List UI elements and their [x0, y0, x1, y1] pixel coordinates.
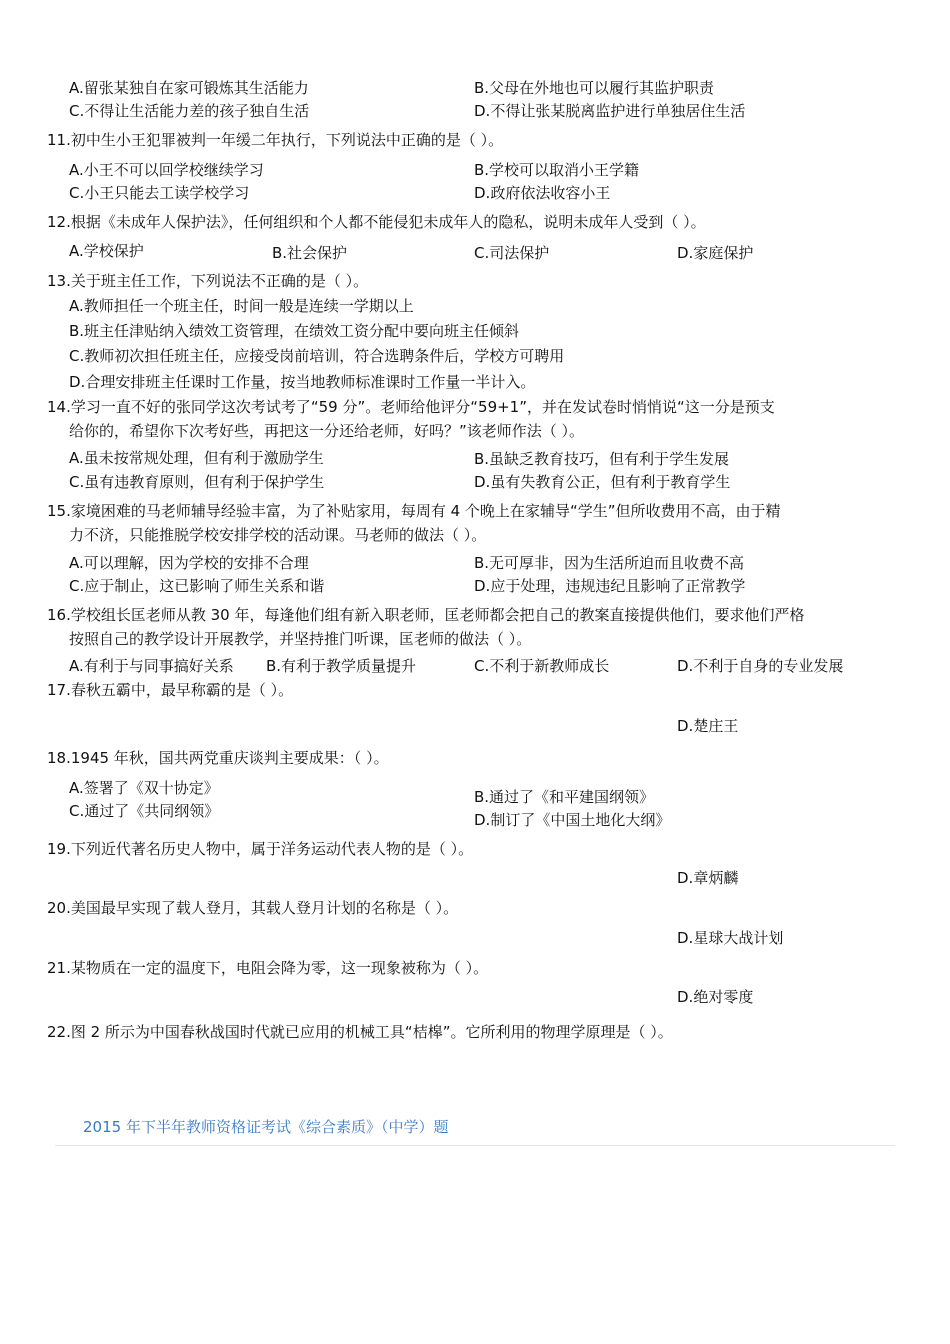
q18-option-a: A.签署了《双十协定》: [69, 779, 219, 797]
question-14-stem-line1: 14.学习一直不好的张同学这次考试考了“59 分”。老师给他评分“59+1”，并在发试卷时悄悄说“这一分是预支: [47, 398, 775, 416]
q14-option-b: B.虽缺乏教育技巧，但有利于学生发展: [474, 450, 730, 468]
q16-option-c: C.不利于新教师成长: [474, 657, 610, 675]
question-12-stem: 12.根据《未成年人保护法》，任何组织和个人都不能侵犯未成年人的隐私，说明未成年人受到（ ）。: [47, 213, 706, 231]
q14-option-a: A.虽未按常规处理，但有利于激励学生: [69, 449, 324, 467]
q14-option-d: D.虽有失教育公正，但有利于教育学生: [474, 473, 731, 491]
q12-option-c: C.司法保护: [474, 244, 550, 262]
question-22-stem: 22.图 2 所示为中国春秋战国时代就已应用的机械工具“桔槔”。它所利用的物理学原理是（ ）。: [47, 1023, 673, 1041]
q16-option-d: D.不利于自身的专业发展: [677, 657, 844, 675]
q15-option-a: A.可以理解，因为学校的安排不合理: [69, 554, 309, 572]
q14-option-c: C.虽有违教育原则，但有利于保护学生: [69, 473, 325, 491]
q15-option-b: B.无可厚非，因为生活所迫而且收费不高: [474, 554, 745, 572]
q15-option-c: C.应于制止，这已影响了师生关系和谐: [69, 577, 325, 595]
question-21-stem: 21.某物质在一定的温度下，电阻会降为零，这一现象被称为（ ）。: [47, 959, 489, 977]
option-b: B.父母在外地也可以履行其监护职责: [474, 79, 715, 97]
question-13-stem: 13.关于班主任工作，下列说法不正确的是（ ）。: [47, 272, 369, 290]
question-15-stem-line2: 力不济，只能推脱学校安排学校的活动课。马老师的做法（ ）。: [69, 526, 487, 544]
question-18-stem: 18.1945 年秋，国共两党重庆谈判主要成果：（ ）。: [47, 749, 389, 767]
q17-option-d: D.楚庄王: [677, 717, 739, 735]
q20-option-d: D.星球大战计划: [677, 929, 784, 947]
q19-option-d: D.章炳麟: [677, 869, 739, 887]
question-14-stem-line2: 给你的，希望你下次考好些，再把这一分还给老师，好吗？”该老师作法（ ）。: [69, 422, 585, 440]
q12-option-a: A.学校保护: [69, 242, 144, 260]
q18-option-b: B.通过了《和平建国纲领》: [474, 788, 655, 806]
question-15-stem-line1: 15.家境困难的马老师辅导经验丰富，为了补贴家用，每周有 4 个晚上在家辅导“学生”但所收费用不高，由于精: [47, 502, 781, 520]
q18-option-c: C.通过了《共同纲领》: [69, 802, 220, 820]
q13-option-a: A.教师担任一个班主任，时间一般是连续一学期以上: [69, 297, 414, 315]
q15-option-d: D.应于处理，违规违纪且影响了正常教学: [474, 577, 746, 595]
question-17-stem: 17.春秋五霸中，最早称霸的是（ ）。: [47, 681, 294, 699]
q11-option-d: D.政府依法收容小王: [474, 184, 611, 202]
footer-divider: [55, 1145, 895, 1146]
document-title-link[interactable]: 2015 年下半年教师资格证考试《综合素质》（中学）题: [83, 1118, 449, 1136]
q11-option-a: A.小王不可以回学校继续学习: [69, 161, 264, 179]
q12-option-d: D.家庭保护: [677, 244, 754, 262]
q11-option-b: B.学校可以取消小王学籍: [474, 161, 640, 179]
q13-option-c: C.教师初次担任班主任，应接受岗前培训，符合选聘条件后，学校方可聘用: [69, 347, 565, 365]
question-16-stem-line2: 按照自己的教学设计开展教学，并坚持推门听课，匡老师的做法（ ）。: [69, 630, 532, 648]
option-c: C.不得让生活能力差的孩子独自生活: [69, 102, 310, 120]
q21-option-d: D.绝对零度: [677, 988, 754, 1006]
question-11-stem: 11.初中生小王犯罪被判一年缓二年执行，下列说法中正确的是（ ）。: [47, 131, 504, 149]
question-16-stem-line1: 16.学校组长匡老师从教 30 年，每逢他们组有新入职老师，匡老师都会把自己的教案直接提供他们，要求他们严格: [47, 606, 805, 624]
question-20-stem: 20.美国最早实现了载人登月，其载人登月计划的名称是（ ）。: [47, 899, 459, 917]
option-d: D.不得让张某脱离监护进行单独居住生活: [474, 102, 746, 120]
q18-option-d: D.制订了《中国土地化大纲》: [474, 811, 671, 829]
q16-option-a: A.有利于与同事搞好关系: [69, 657, 234, 675]
question-19-stem: 19.下列近代著名历史人物中，属于洋务运动代表人物的是（ ）。: [47, 840, 474, 858]
q16-option-b: B.有利于教学质量提升: [266, 657, 417, 675]
option-a: A.留张某独自在家可锻炼其生活能力: [69, 79, 309, 97]
q13-option-d: D.合理安排班主任课时工作量，按当地教师标准课时工作量一半计入。: [69, 373, 536, 391]
q12-option-b: B.社会保护: [272, 244, 348, 262]
q13-option-b: B.班主任津贴纳入绩效工资管理，在绩效工资分配中要向班主任倾斜: [69, 322, 520, 340]
q11-option-c: C.小王只能去工读学校学习: [69, 184, 250, 202]
